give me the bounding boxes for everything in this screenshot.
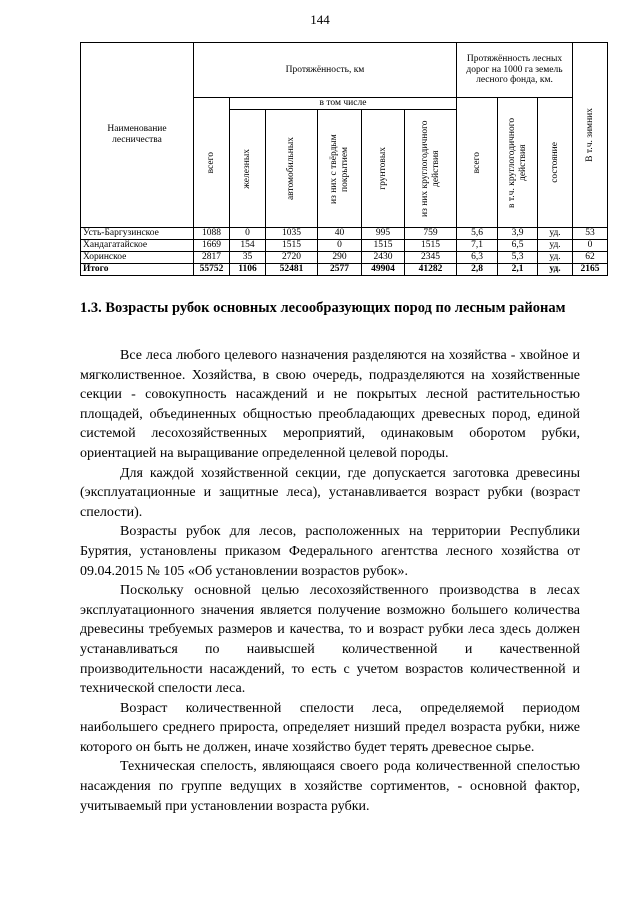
roads-table <box>80 42 608 276</box>
cell-rail: 35 <box>230 251 266 263</box>
cell-yearround: 2345 <box>405 251 457 263</box>
header-name: Наименование лесничества <box>81 43 194 228</box>
cell-hard: 2577 <box>318 263 362 275</box>
cell-density-yearround: 3,9 <box>498 228 538 240</box>
header-density: Протяжённость лесных дорог на 1000 га земель лесного фонда, км. <box>457 43 573 98</box>
cell-density-yearround: 2,1 <box>498 263 538 275</box>
header-total: всего <box>194 98 230 228</box>
paragraph: Для каждой хозяйственной секции, где допускается заготовка древесины (эксплуатационные и защитные леса), устанавливается возраст рубки (возраст спелости). <box>80 465 580 520</box>
cell-density-total: 6,3 <box>457 251 498 263</box>
header-length: Протяжённость, км <box>194 43 457 98</box>
cell-auto: 1515 <box>266 239 318 251</box>
header-incl: в том числе <box>230 98 457 110</box>
header-density-state: состояние <box>538 98 573 228</box>
cell-auto: 52481 <box>266 263 318 275</box>
section-heading: 1.3. Возрасты рубок основных лесообразующих пород по лесным районам <box>80 300 566 316</box>
cell-rail: 0 <box>230 228 266 240</box>
cell-rail: 154 <box>230 239 266 251</box>
cell-auto: 1035 <box>266 228 318 240</box>
header-rail: железных <box>230 110 266 228</box>
cell-winter: 62 <box>573 251 608 263</box>
cell-total: 1088 <box>194 228 230 240</box>
row-name: Хандагатайское <box>81 239 194 251</box>
cell-state: уд. <box>538 263 573 275</box>
header-dirt: грунтовых <box>362 110 405 228</box>
cell-dirt: 49904 <box>362 263 405 275</box>
cell-winter: 53 <box>573 228 608 240</box>
cell-density-yearround: 5,3 <box>498 251 538 263</box>
cell-yearround: 759 <box>405 228 457 240</box>
cell-total: 2817 <box>194 251 230 263</box>
row-name: Усть-Баргузинское <box>81 228 194 240</box>
header-auto: автомобильных <box>266 110 318 228</box>
cell-state: уд. <box>538 239 573 251</box>
cell-density-yearround: 6,5 <box>498 239 538 251</box>
cell-density-total: 5,6 <box>457 228 498 240</box>
table-row-total <box>81 263 608 275</box>
header-density-yearround: в т.ч. круглогодичного действия <box>498 98 538 228</box>
table-row <box>81 251 608 263</box>
header-yearround: из них круглогодичного действия <box>405 110 457 228</box>
cell-dirt: 2430 <box>362 251 405 263</box>
paragraph: Все леса любого целевого назначения разделяются на хозяйства - хвойное и мягколиственное. Хозяйства, в свою очередь, подразделяются на хозяйственные секции - совокупность насаждений и не покрытых лесной растительностью площадей, объединенных общностью преобладающих древесных пород, единой системой лесохозяйственных мероприятий, одинаковым оборотом рубки, ориентацией на выращивание определенной целевой породы. <box>80 348 580 461</box>
row-name: Итого <box>81 263 194 275</box>
cell-dirt: 995 <box>362 228 405 240</box>
paragraph: Техническая спелость, являющаяся своего рода количественной спелостью насаждения по группе ведущих в хозяйстве сортиментов, - основной фактор, учитываемый при установлении возраста рубки. <box>80 759 580 814</box>
cell-hard: 290 <box>318 251 362 263</box>
table-row <box>81 239 608 251</box>
cell-state: уд. <box>538 251 573 263</box>
cell-density-total: 2,8 <box>457 263 498 275</box>
paragraph: Возраст количественной спелости леса, определяемой периодом наибольшего среднего прироста, определяет низший предел возраста рубки, ниже которого он быть не должен, иначе хозяйство будет терять древесное сырье. <box>80 700 580 755</box>
cell-density-total: 7,1 <box>457 239 498 251</box>
cell-total: 55752 <box>194 263 230 275</box>
body-text <box>80 346 580 816</box>
cell-winter: 0 <box>573 239 608 251</box>
cell-rail: 1106 <box>230 263 266 275</box>
cell-total: 1669 <box>194 239 230 251</box>
cell-dirt: 1515 <box>362 239 405 251</box>
cell-yearround: 41282 <box>405 263 457 275</box>
header-density-total: всего <box>457 98 498 228</box>
cell-hard: 40 <box>318 228 362 240</box>
paragraph: Возрасты рубок для лесов, расположенных на территории Республики Бурятия, установлены приказом Федерального агентства лесного хозяйства от 09.04.2015 № 105 «Об установлении возрастов рубок». <box>80 524 580 579</box>
header-density-winter: В т.ч. зимних <box>573 43 608 228</box>
cell-yearround: 1515 <box>405 239 457 251</box>
cell-state: уд. <box>538 228 573 240</box>
cell-auto: 2720 <box>266 251 318 263</box>
table-row <box>81 228 608 240</box>
page-number: 144 <box>310 12 330 27</box>
paragraph: Поскольку основной целью лесохозяйственного производства в лесах эксплуатационного значения является получение возможно большего количества древесины требуемых размеров и качества, то и возраст рубки леса здесь должен устанавливаться по наивысшей количественной и качественной производительности насаждений, то есть с учетом возрастов количественной и технической спелости леса. <box>80 583 580 697</box>
header-hard: из них с твёрдым покрытием <box>318 110 362 228</box>
cell-winter: 2165 <box>573 263 608 275</box>
row-name: Хоринское <box>81 251 194 263</box>
cell-hard: 0 <box>318 239 362 251</box>
